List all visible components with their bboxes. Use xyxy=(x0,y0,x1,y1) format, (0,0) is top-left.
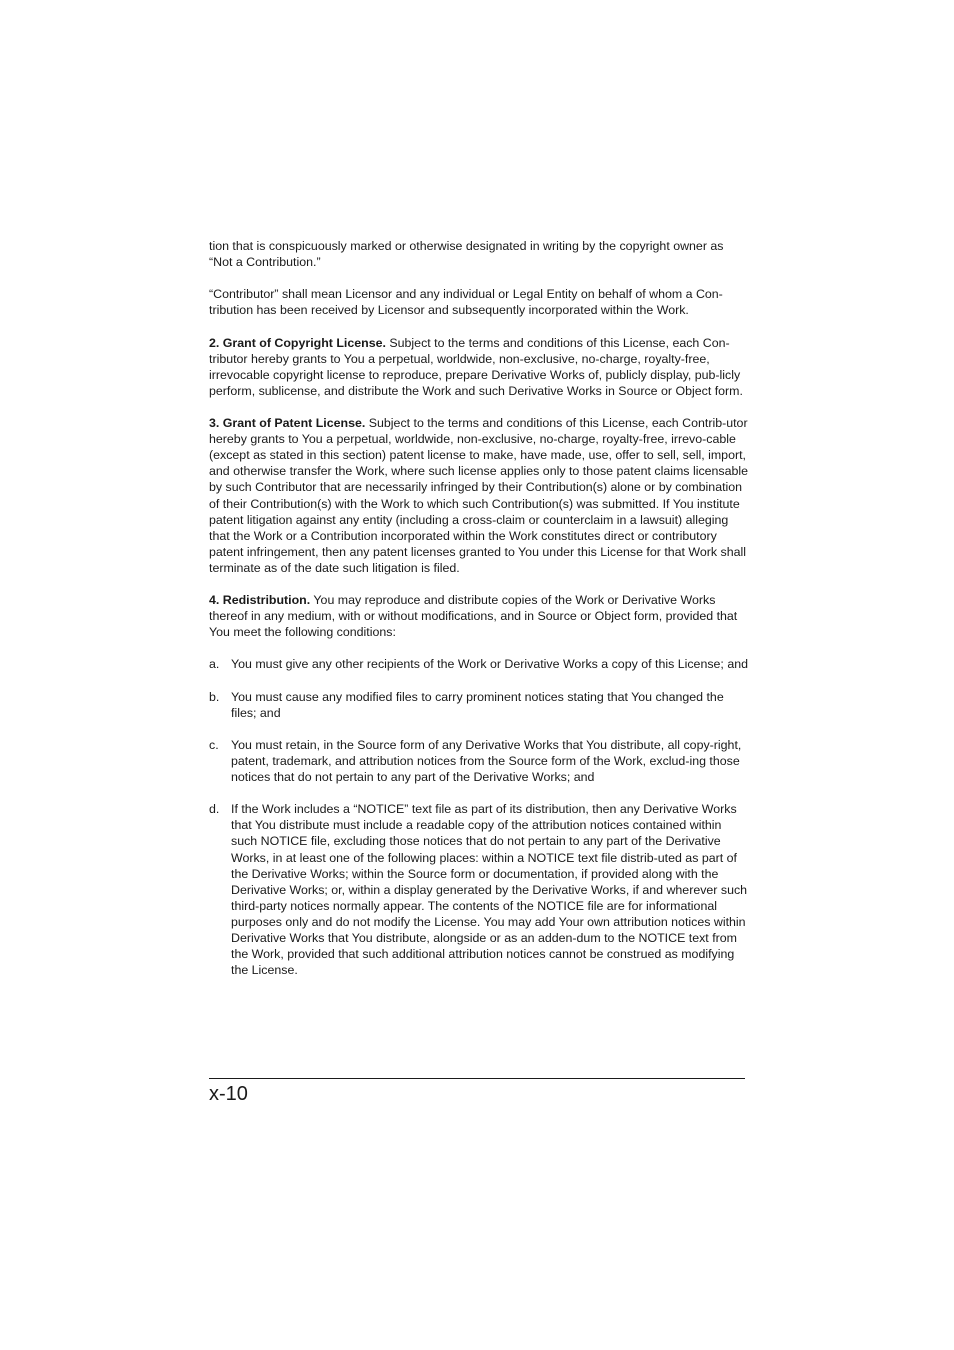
list-item-c xyxy=(209,737,749,785)
page-number: x-10 xyxy=(209,1083,248,1105)
footer-divider xyxy=(209,1078,745,1079)
section-heading: 4. Redistribution. xyxy=(209,593,311,608)
list-text: If the Work includes a “NOTICE” text file as part of its distribution, then any Derivative Works that You distribute must include a readable copy of the attribution notices contained within such NOTICE file, excluding those notices that do not pertain to any part of the Derivative Works, in at least one of the following places: within a NOTICE text file distrib-uted as part of the Derivative Works; within the Source form or documentation, if provided along with the Derivative Works; or, within a display generated by the Derivative Works, if and wherever such third-party notices normally appear. The contents of the NOTICE file are for informational purposes only and do not modify the License. You may add Your own attribution notices within Derivative Works that You distribute, alongside or as an adden-dum to the NOTICE text from the Work, provided that such additional attribution notices cannot be construed as modifying the License. xyxy=(231,802,748,978)
section-body: Subject to the terms and conditions of this License, each Contrib-utor hereby grants to You a perpetual, worldwide, non-exclusive, no-charge, royalty-free, irrevo-cable (except as stated in this section) patent license to make, have made, use, offer to sell, sell, import, and otherwise transfer the Work, where such license applies only to those patent claims licensable by such Contributor that are necessarily infringed by their Contribution(s) alone or by combination of their Contribution(s) with the Work to which such Contribution(s) was submitted. If You institute patent litigation against any entity (including a cross-claim or counterclaim in a lawsuit) alleging that the Work or a Contribution incorporated within the Work constitutes direct or contributory patent infringement, then any patent licenses granted to You under this License for that Work shall terminate as of the date such litigation is filed. xyxy=(209,416,749,575)
list-item-d xyxy=(209,801,749,978)
section-body: You may reproduce and distribute copies of the Work or Derivative Works thereof in any medium, with or without modifications, and in Source or Object form, provided that You meet the following conditions: xyxy=(209,593,738,640)
section-redistribution xyxy=(209,592,749,640)
list-text: You must cause any modified files to carry prominent notices stating that You changed the files; and xyxy=(231,689,724,720)
section-grant-copyright-license xyxy=(209,335,749,399)
section-heading: 3. Grant of Patent License. xyxy=(209,416,366,431)
section-heading: 2. Grant of Copyright License. xyxy=(209,335,386,350)
section-grant-patent-license xyxy=(209,415,749,576)
list-item-b xyxy=(209,689,749,721)
list-item-a xyxy=(209,656,749,672)
license-text-body xyxy=(209,238,749,994)
list-text: You must retain, in the Source form of any Derivative Works that You distribute, all copy-right, patent, trademark, and attribution notices from the Source form of the Work, exclud-ing those notices that do not pertain to any part of the Derivative Works; and xyxy=(231,737,742,785)
list-marker: d. xyxy=(209,802,220,817)
list-marker: a. xyxy=(209,657,220,672)
paragraph-contributor-definition: “Contributor” shall mean Licensor and any individual or Legal Entity on behalf of whom a Con-tribution has been received by Licensor and subsequently incorporated within the Work. xyxy=(209,287,723,318)
list-marker: b. xyxy=(209,689,220,704)
section-body: Subject to the terms and conditions of this License, each Con-tributor hereby grants to You a perpetual, worldwide, non-exclusive, no-charge, royalty-free, irrevocable copyright license to reproduce, prepare Derivative Works of, publicly display, pub-licly perform, sublicense, and distribute the Work and such Derivative Works in Source or Object form. xyxy=(209,335,743,398)
list-text: You must give any other recipients of the Work or Derivative Works a copy of this License; and xyxy=(231,657,748,672)
list-marker: c. xyxy=(209,737,219,752)
paragraph-not-a-contribution: tion that is conspicuously marked or otherwise designated in writing by the copyright owner as “Not a Contribution.” xyxy=(209,239,724,270)
